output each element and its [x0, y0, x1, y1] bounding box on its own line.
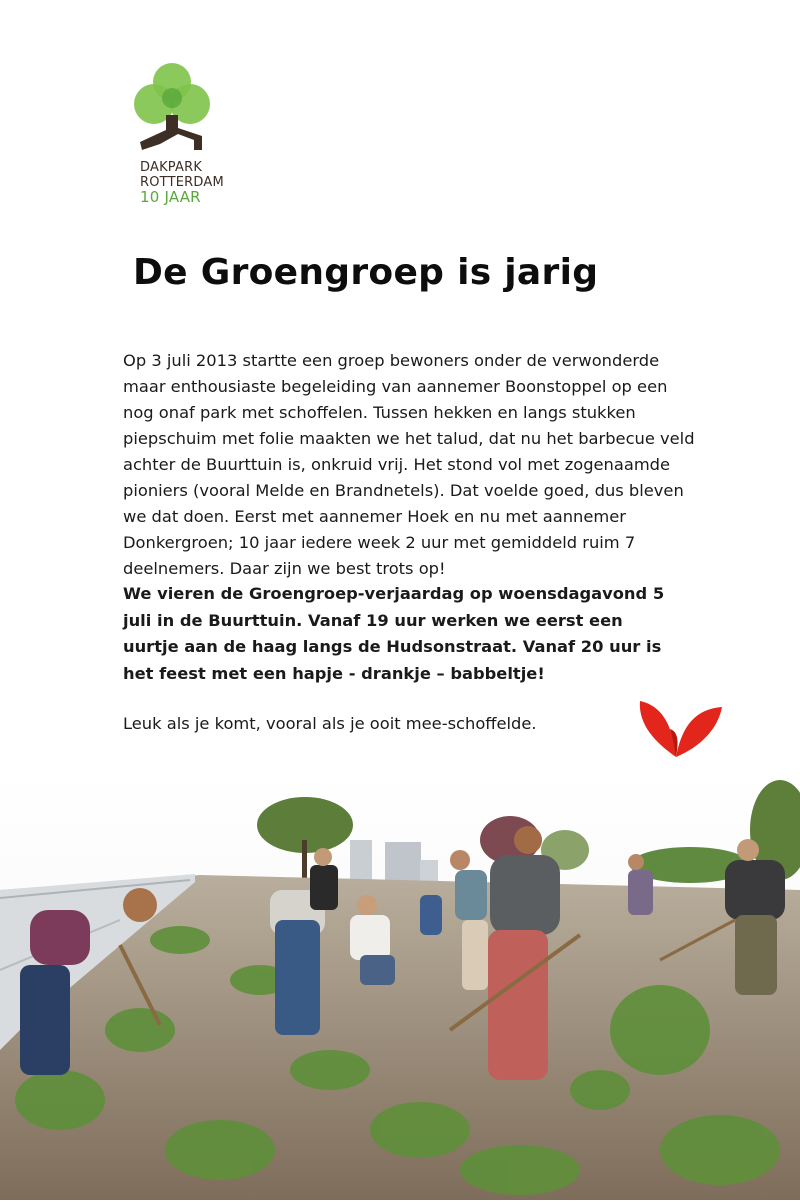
announcement-paragraph: We vieren de Groengroep-verjaardag op woensdagavond 5 juli in de Buurttuin. Vanaf 19 uur werken we eerst een uurtje aan de haag langs de Hudsonstraat. Vanaf 20 uur is het feest met een hapje - drankje – babbeltje! — [123, 584, 665, 683]
logo-text — [140, 160, 224, 205]
closing-paragraph: Leuk als je komt, vooral als je ooit mee-schoffelde. — [123, 714, 537, 733]
intro-paragraph: Op 3 juli 2013 startte een groep bewoners onder de verwonderde maar enthousiaste begeleiding van aannemer Boonstoppel op een nog onaf park met schoffelen. Tussen hekken en langs stukken piepschuim met folie maakten we het talud, dat nu het barbecue veld achter de Buurttuin is, onkruid vrij. Het stond vol met zogenaamde pioniers (vooral Melde en Brandnetels). Dat voelde goed, dus bleven we dat doen. Eerst met aannemer Hoek en nu met aannemer Donkergroen; 10 jaar iedere week 2 uur met gemiddeld ruim 7 deelnemers. Daar zijn we best trots op! — [123, 351, 695, 578]
tree-icon — [130, 60, 220, 155]
page-title: De Groengroep is jarig — [133, 252, 599, 293]
butterfly-icon — [636, 695, 724, 765]
logo-line-10-jaar: 10 JAAR — [140, 188, 201, 206]
groengroep-photo — [0, 770, 800, 1200]
logo-line-dakpark: DAKPARK — [140, 160, 203, 175]
dakpark-logo — [130, 60, 220, 159]
logo-line-rotterdam: ROTTERDAM — [140, 175, 224, 190]
